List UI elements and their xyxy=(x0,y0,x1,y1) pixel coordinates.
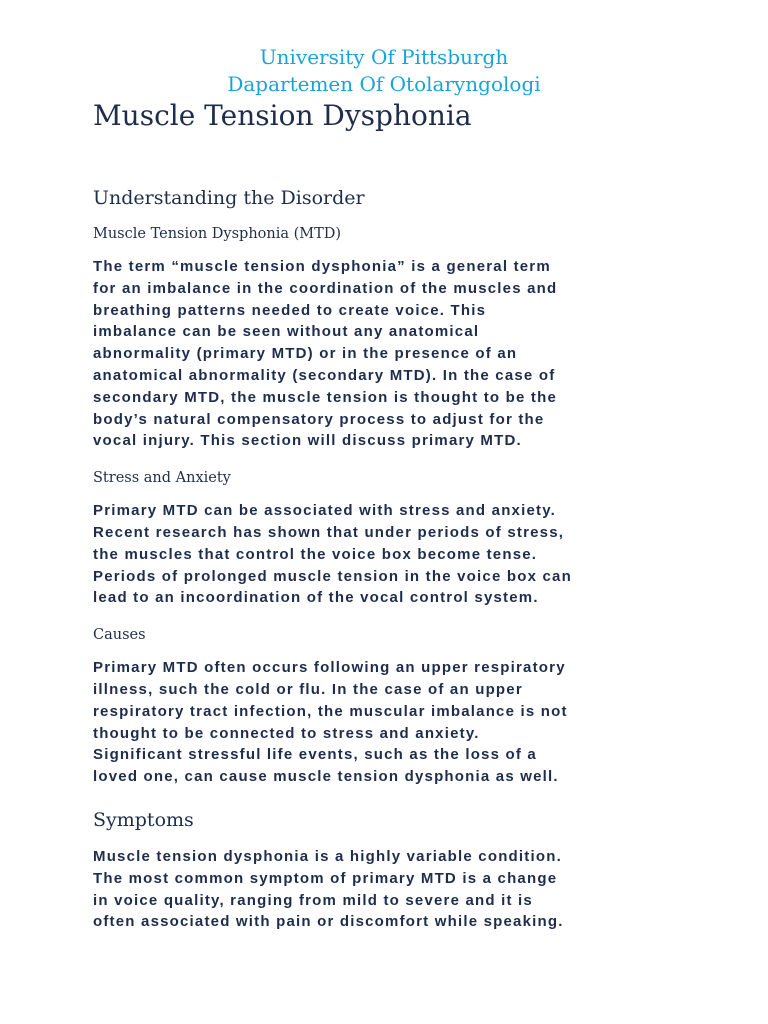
paragraph-line: Periods of prolonged muscle tension in the voice box can xyxy=(93,567,572,585)
paragraph-line: the muscles that control the voice box become tense. xyxy=(93,545,538,563)
understanding-heading: Understanding the Disorder xyxy=(93,187,365,209)
university-name: University Of Pittsburgh xyxy=(259,45,509,69)
institution-header xyxy=(0,44,768,98)
department-name: Dapartemen Of Otolaryngologi xyxy=(227,72,541,96)
paragraph-line: The most common symptom of primary MTD is a change xyxy=(93,869,558,887)
paragraph-line: anatomical abnormality (secondary MTD). In the case of xyxy=(93,366,556,384)
paragraph-line: loved one, can cause muscle tension dysphonia as well. xyxy=(93,768,559,786)
document-content xyxy=(93,184,693,933)
paragraph-line: respiratory tract infection, the muscular imbalance is not xyxy=(93,702,568,720)
symptoms-heading: Symptoms xyxy=(93,808,194,831)
mtd-paragraph xyxy=(93,256,693,452)
paragraph-line: illness, such the cold or flu. In the case of an upper xyxy=(93,680,523,698)
paragraph-line: imbalance can be seen without any anatomical xyxy=(93,323,480,341)
paragraph-line: vocal injury. This section will discuss primary MTD. xyxy=(93,432,522,450)
document-title: Muscle Tension Dysphonia xyxy=(93,99,472,132)
paragraph-line: for an imbalance in the coordination of the muscles and xyxy=(93,279,558,297)
causes-subheading: Causes xyxy=(93,627,146,644)
symptoms-paragraph xyxy=(93,846,693,933)
paragraph-line: Significant stressful life events, such as the loss of a xyxy=(93,746,537,764)
paragraph-line: secondary MTD, the muscle tension is thought to be the xyxy=(93,388,558,406)
paragraph-line: often associated with pain or discomfort while speaking. xyxy=(93,913,564,931)
stress-subheading: Stress and Anxiety xyxy=(93,470,231,487)
paragraph-line: abnormality (primary MTD) or in the presence of an xyxy=(93,345,518,363)
causes-paragraph xyxy=(93,657,693,788)
paragraph-line: body’s natural compensatory process to adjust for the xyxy=(93,410,545,428)
stress-paragraph xyxy=(93,500,693,609)
paragraph-line: lead to an incoordination of the vocal control system. xyxy=(93,589,539,607)
paragraph-line: thought to be connected to stress and anxiety. xyxy=(93,724,480,742)
paragraph-line: in voice quality, ranging from mild to severe and it is xyxy=(93,891,533,909)
paragraph-line: Recent research has shown that under periods of stress, xyxy=(93,523,565,541)
paragraph-line: Primary MTD often occurs following an upper respiratory xyxy=(93,659,566,677)
paragraph-line: Muscle tension dysphonia is a highly variable condition. xyxy=(93,847,562,865)
paragraph-line: Primary MTD can be associated with stress and anxiety. xyxy=(93,502,557,520)
mtd-subheading: Muscle Tension Dysphonia (MTD) xyxy=(93,226,342,242)
paragraph-line: The term “muscle tension dysphonia” is a general term xyxy=(93,258,551,275)
paragraph-line: breathing patterns needed to create voice. This xyxy=(93,301,487,319)
